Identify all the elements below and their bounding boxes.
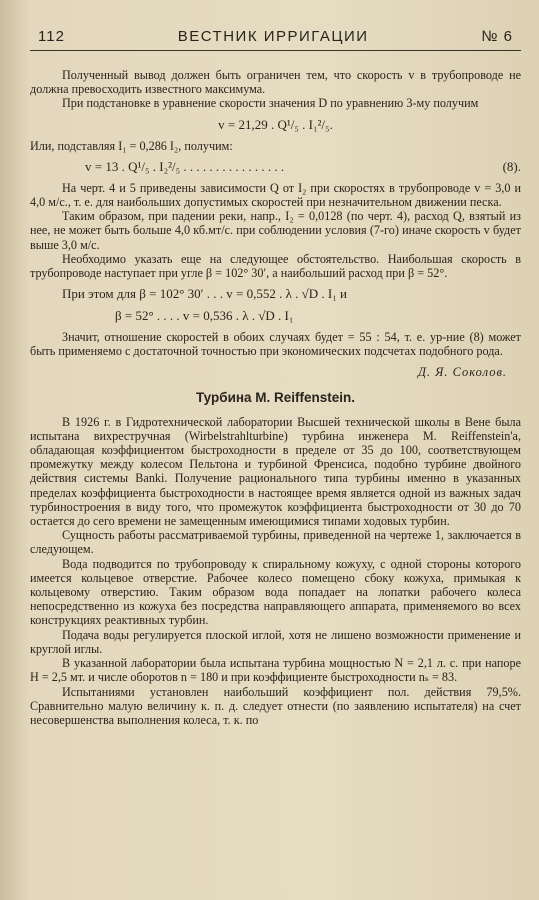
article-reiffenstein <box>30 390 521 727</box>
paragraph: В 1926 г. в Гидротехнической лаборатории Высшей технической школы в Вене была испытана вихрестручная (Wirbelstrahlturbine) турбина инженера M. Reiffenstein'а, обладающая коэффициентом быстроходности в пределе от 35 до 100, соответствующем промежутку между колесом Пельтона и турбиной Френсиса, подобно турбине двойного действия системы Banki. Получение рационального типа турбины именно в указанных пределах коэффициента быстроходности в настоящее время является одной из важных задач турбиностроения в виду того, что промежуток коэффициента быстроходности от 30 до 70 остается до сего времени не замещенным имеющимися типами ходовых турбин. <box>30 414 521 529</box>
equation-number: (8). <box>502 158 521 174</box>
equation-body: v = 13 . Q¹/₅ . I₂²/₅ . . . . . . . . . . . . . . . . <box>85 158 285 174</box>
equation: v = 21,29 . Q¹/₅ . I₁²/₅. <box>218 116 333 132</box>
paragraph: В указанной лаборатории была испытана турбина мощностью N = 2,1 л. с. при напоре H = 2,5 мт. и числе оборотов n = 180 и при коэффициенте быстроходности nₛ = 83. <box>30 656 521 685</box>
header-rule <box>30 50 521 51</box>
paragraph: Полученный вывод должен быть ограничен тем, что скорость v в трубопроводе не должна превосходить известного максимума. <box>30 68 521 97</box>
journal-title: ВЕСТНИК ИРРИГАЦИИ <box>177 28 369 45</box>
page-header <box>30 28 521 52</box>
paragraph: Испытаниями установлен наибольший коэффициент пол. действия 79,5%. Сравнительно малую величину к. п. д. следует отнести (по заявлению испытателя) на счет несовершенства выполнения колеса, т. к. по <box>30 684 521 727</box>
paragraph: На черт. 4 и 5 приведены зависимости Q от I₂ при скоростях в трубопроводе v = 3,0 и 4,0 м/с., т. е. для наибольших допустимых скоростей при незначительном движении песка. <box>30 180 521 210</box>
paragraph: Необходимо указать еще на следующее обстоятельство. Наибольшая скорость в трубопроводе наступает при угле β = 102° 30′, а наибольший расход при β = 52°. <box>30 251 521 281</box>
paragraph: Подача воды регулируется плоской иглой, хотя не лишено возможности применение и круглой иглы. <box>30 627 521 656</box>
article-sokolov <box>30 68 521 380</box>
paragraph: Вода подводится по трубопроводу к спиральному кожуху, с одной стороны которого имеется кольцевое отверстие. Рабочее колесо помещено сбоку кожуха, примыкая к кольцевому отверстию. Таким образом вода попадает на лопатки рабочего колеса непосредственно из кожуха без посредства направляющего аппарата, применяемого во всех конструкциях реактивных турбин. <box>30 556 521 628</box>
paragraph: Или, подставляя I₁ = 0,286 I₂, получим: <box>30 138 233 153</box>
paragraph: При подстановке в уравнение скорости значения D по уравнению 3-му получим <box>62 96 479 111</box>
equation-8 <box>30 159 521 175</box>
issue-number: № 6 <box>481 28 513 45</box>
equation: При этом для β = 102° 30′ . . . v = 0,552 . λ . √D . I₁ и <box>62 286 347 302</box>
author-signature: Д. Я. Соколов. <box>417 364 507 379</box>
section-title: Турбина M. Reiffenstein. <box>195 389 356 405</box>
paragraph: Сущность работы рассматриваемой турбины, приведенной на чертеже 1, заключается в следующем. <box>30 528 521 557</box>
page-number: 112 <box>38 28 65 45</box>
paragraph: Значит, отношение скоростей в обоих случаях будет = 55 : 54, т. е. ур-ние (8) может быть применяемо с достаточной точностью при экономических подсчетах подобного рода. <box>30 330 521 359</box>
paragraph: Таким образом, при падении реки, напр., I₂ = 0,0128 (по черт. 4), расход Q, взятый из нее, не может быть больше 4,0 кб.мт/с. при соблюдении условия (7-го) иначе скорость v будет выше 3,0 м/с. <box>30 209 521 252</box>
equation: β = 52° . . . . v = 0,536 . λ . √D . I₁ <box>115 308 294 324</box>
